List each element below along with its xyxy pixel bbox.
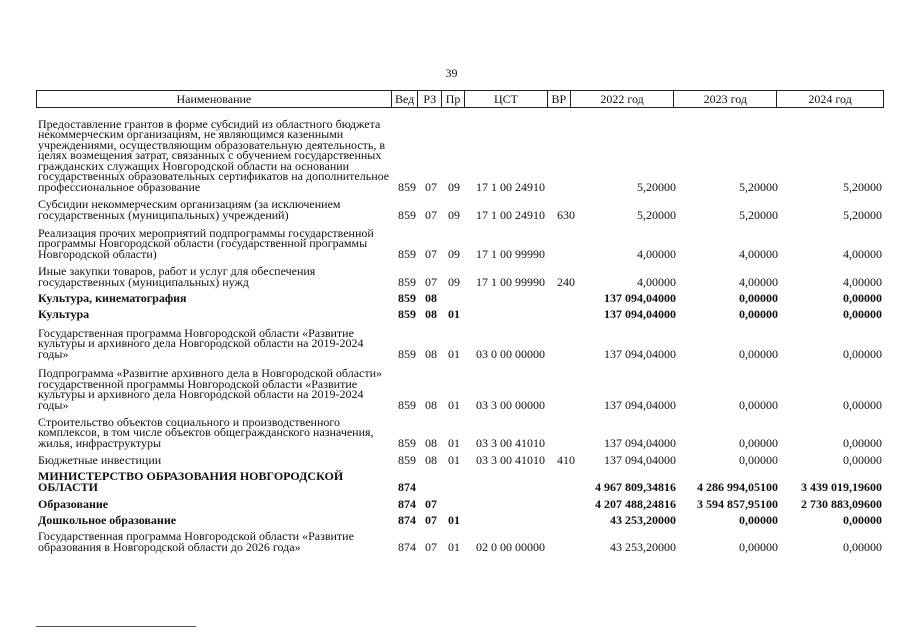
row-cst: 03 3 00 41010 — [476, 452, 545, 467]
row-name: Иные закупки товаров, работ и услуг для обеспечения государственных (муниципальных) нужд — [38, 264, 316, 289]
row-rz: 08 — [425, 435, 437, 450]
row-2023: 0,00000 — [739, 452, 778, 467]
row-pr: 01 — [448, 306, 460, 321]
table-row — [36, 263, 884, 287]
header-ved: Вед — [392, 91, 419, 107]
header-pr: Пр — [442, 91, 465, 107]
row-2023: 0,00000 — [739, 346, 778, 361]
table-row — [36, 362, 884, 410]
table-row — [36, 467, 884, 493]
row-cst: 17 1 00 99990 — [476, 246, 545, 261]
row-vr: 410 — [557, 452, 575, 467]
row-2024: 0,00000 — [843, 452, 882, 467]
row-ved: 874 — [398, 539, 416, 554]
row-2022: 4,00000 — [637, 246, 676, 261]
row-2024: 5,20000 — [843, 179, 882, 194]
row-2023: 0,00000 — [739, 512, 778, 527]
row-2022: 137 094,04000 — [604, 290, 676, 305]
row-name: Государственная программа Новгородской области «Развитие образования в Новгородской области до 2026 года» — [38, 529, 354, 554]
header-cst: ЦСТ — [465, 91, 548, 107]
row-name: Бюджетные инвестиции — [38, 452, 162, 467]
row-ved: 859 — [398, 290, 416, 305]
row-2022: 137 094,04000 — [604, 306, 676, 321]
row-2023: 4 286 994,05100 — [697, 480, 778, 494]
row-2022: 5,20000 — [637, 179, 676, 194]
row-2024: 0,00000 — [843, 397, 882, 412]
row-2024: 0,00000 — [843, 290, 882, 305]
row-rz: 08 — [425, 306, 437, 321]
table-header — [36, 90, 884, 108]
row-rz: 08 — [425, 397, 437, 412]
row-2023: 0,00000 — [739, 397, 778, 412]
row-pr: 09 — [448, 246, 460, 261]
row-ved: 859 — [398, 346, 416, 361]
row-2024: 0,00000 — [843, 435, 882, 450]
header-vr: ВР — [548, 91, 571, 107]
table-row — [36, 322, 884, 359]
row-2022: 4 207 488,24816 — [595, 496, 676, 511]
header-rz: РЗ — [418, 91, 442, 107]
row-pr: 09 — [448, 274, 460, 289]
row-ved: 874 — [398, 480, 416, 494]
row-2024: 0,00000 — [843, 306, 882, 321]
table-row — [36, 452, 884, 465]
row-ved: 859 — [398, 274, 416, 289]
table-row — [36, 413, 884, 448]
row-ved: 859 — [398, 435, 416, 450]
row-2023: 4,00000 — [739, 274, 778, 289]
row-pr: 09 — [448, 179, 460, 194]
row-cst: 03 3 00 41010 — [476, 435, 545, 450]
table-row — [36, 528, 884, 552]
row-ved: 874 — [398, 496, 416, 511]
row-cst: 03 3 00 00000 — [476, 397, 545, 412]
row-rz: 07 — [425, 274, 437, 289]
footer-rule — [36, 626, 196, 627]
row-name: Строительство объектов социального и производственного комплексов, в том числе объектов общегражданского назначения, жилья, инфраструктуры — [38, 414, 374, 450]
row-2023: 0,00000 — [739, 290, 778, 305]
row-rz: 07 — [425, 179, 437, 194]
row-name: Реализация прочих мероприятий подпрограммы государственной программы Новгородской области (государственной программы Новгородской области) — [38, 225, 374, 261]
row-ved: 874 — [398, 512, 416, 527]
row-pr: 09 — [448, 207, 460, 222]
row-pr: 01 — [448, 397, 460, 412]
row-2023: 5,20000 — [739, 179, 778, 194]
row-2023: 0,00000 — [739, 435, 778, 450]
header-2022: 2022 год — [571, 91, 675, 107]
row-rz: 07 — [425, 207, 437, 222]
row-pr: 01 — [448, 346, 460, 361]
row-rz: 08 — [425, 452, 437, 467]
row-2022: 5,20000 — [637, 207, 676, 222]
row-2024: 3 439 019,19600 — [801, 480, 882, 494]
row-name: Культура — [38, 306, 90, 321]
row-ved: 859 — [398, 397, 416, 412]
header-2023: 2023 год — [674, 91, 777, 107]
row-2023: 5,20000 — [739, 207, 778, 222]
row-2022: 137 094,04000 — [604, 435, 676, 450]
row-2022: 137 094,04000 — [604, 452, 676, 467]
row-name: Субсидии некоммерческим организациям (за исключением государственных (муниципальных) учреждений) — [38, 197, 341, 222]
row-rz: 07 — [425, 512, 437, 527]
row-ved: 859 — [398, 306, 416, 321]
row-pr: 01 — [448, 435, 460, 450]
row-rz: 07 — [425, 496, 437, 511]
row-2023: 4,00000 — [739, 246, 778, 261]
table-row — [36, 223, 884, 259]
row-2022: 43 253,20000 — [610, 512, 676, 527]
row-pr: 01 — [448, 512, 460, 527]
table-row — [36, 305, 884, 319]
row-2024: 2 730 883,09600 — [801, 496, 882, 511]
row-name: Дошкольное образование — [38, 512, 177, 527]
table-row — [36, 110, 884, 192]
row-rz: 07 — [425, 246, 437, 261]
row-2022: 137 094,04000 — [604, 346, 676, 361]
row-cst: 03 0 00 00000 — [476, 346, 545, 361]
row-2023: 0,00000 — [739, 306, 778, 321]
row-2024: 0,00000 — [843, 512, 882, 527]
row-2024: 0,00000 — [843, 539, 882, 554]
row-2024: 5,20000 — [843, 207, 882, 222]
row-ved: 859 — [398, 207, 416, 222]
row-2024: 4,00000 — [843, 246, 882, 261]
row-pr: 01 — [448, 452, 460, 467]
row-name: Государственная программа Новгородской области «Развитие культуры и архивного дела Новгородской области на 2019-2024 годы» — [38, 325, 364, 361]
row-ved: 859 — [398, 452, 416, 467]
table-row — [36, 496, 884, 509]
row-cst: 17 1 00 99990 — [476, 274, 545, 289]
row-2022: 43 253,20000 — [610, 539, 676, 554]
row-name: Культура, кинематография — [38, 290, 187, 305]
row-name: Образование — [38, 496, 109, 511]
row-vr: 240 — [557, 274, 575, 289]
row-ved: 859 — [398, 179, 416, 194]
row-2024: 0,00000 — [843, 346, 882, 361]
row-pr: 01 — [448, 539, 460, 554]
row-cst: 02 0 00 00000 — [476, 539, 545, 554]
page-number: 39 — [445, 66, 458, 80]
row-ved: 859 — [398, 246, 416, 261]
row-cst: 17 1 00 24910 — [476, 207, 545, 222]
row-name: Подпрограмма «Развитие архивного дела в Новгородской области» государственной программы Новгородской области «Развитие культуры и архивного дела Новгородской области на 2019-2024 годы» — [38, 366, 383, 412]
row-2023: 0,00000 — [739, 539, 778, 554]
row-name: МИНИСТЕРСТВО ОБРАЗОВАНИЯ НОВГОРОДСКОЙ ОБЛАСТИ — [38, 469, 344, 494]
table-row — [36, 512, 884, 525]
table-row — [36, 196, 884, 220]
row-rz: 08 — [425, 346, 437, 361]
table-row — [36, 289, 884, 303]
row-2022: 137 094,04000 — [604, 397, 676, 412]
row-name: Предоставление грантов в форме субсидий из областного бюджета некоммерческим организациям, не являющимся казенными учреждениями, осуществляющим образовательную деятельность, в целях возмещения затрат, связанных с обучением государственных гражданских служащих Новгородской области на основании государственных образовательных сертификатов на дополнительное профессиональное образование — [38, 116, 390, 194]
header-2024: 2024 год — [808, 91, 852, 106]
header-name: Наименование — [37, 91, 392, 107]
row-2022: 4 967 809,34816 — [595, 480, 676, 494]
row-rz: 08 — [425, 290, 437, 305]
row-2024: 4,00000 — [843, 274, 882, 289]
row-vr: 630 — [557, 207, 575, 222]
row-cst: 17 1 00 24910 — [476, 179, 545, 194]
row-rz: 07 — [425, 539, 437, 554]
row-2023: 3 594 857,95100 — [697, 496, 778, 511]
row-2022: 4,00000 — [637, 274, 676, 289]
